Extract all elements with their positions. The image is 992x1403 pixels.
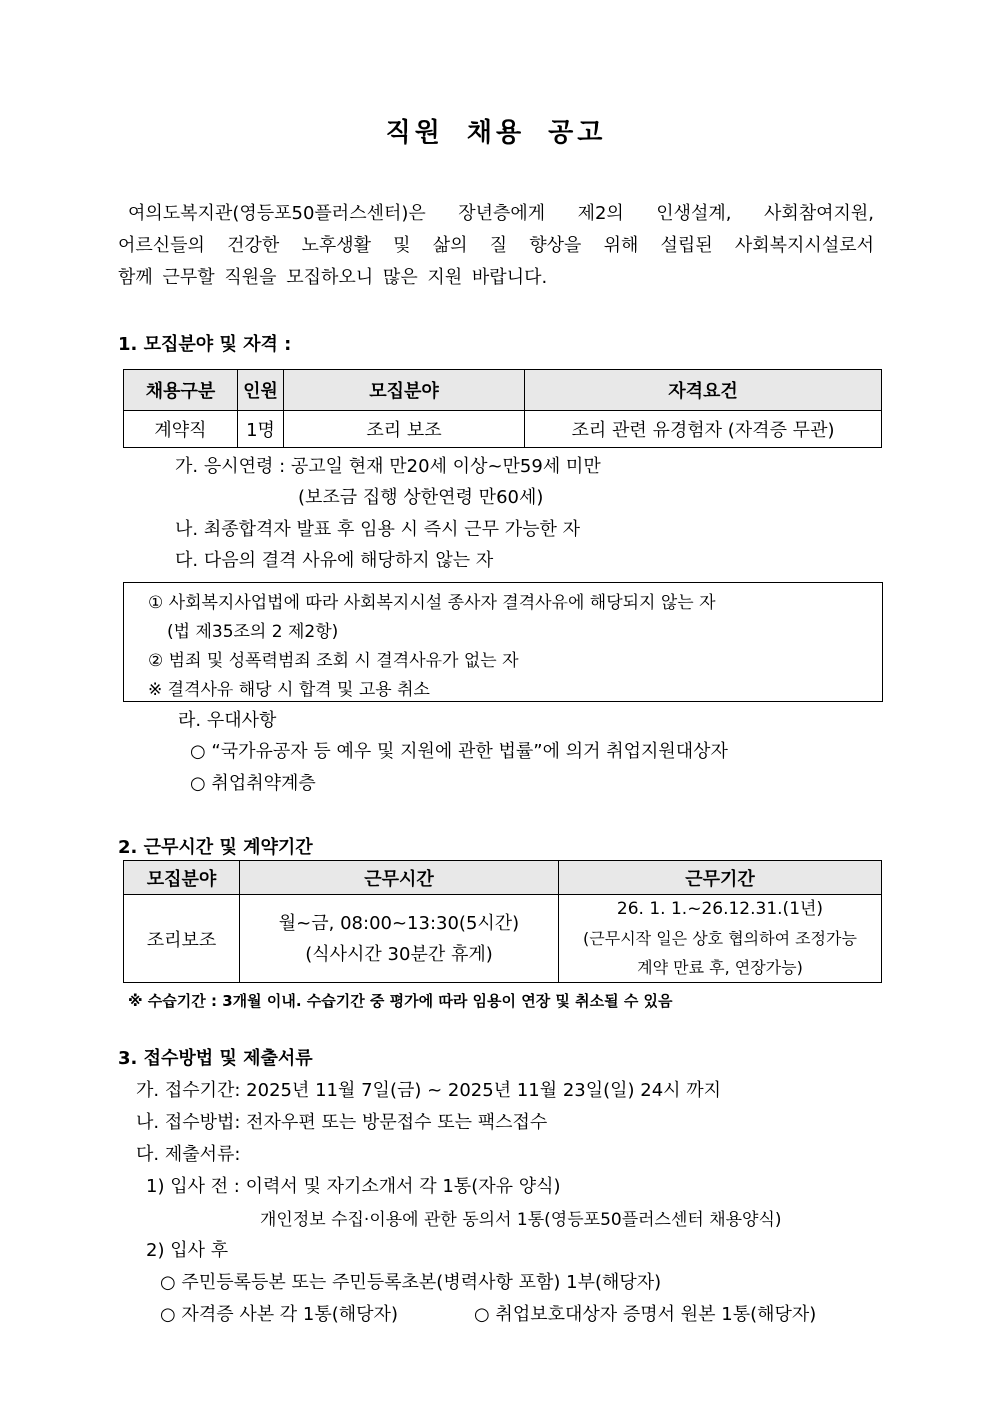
cell-type: 계약직 — [124, 411, 238, 448]
disqualification-heading: 다. 다음의 결격 사유에 해당하지 않는 자 — [175, 550, 494, 571]
availability-requirement: 나. 최종합격자 발표 후 임용 시 즉시 근무 가능한 자 — [175, 519, 580, 540]
cell-field: 조리보조 — [124, 895, 240, 983]
application-period: 가. 접수기간: 2025년 11월 7일(금) ~ 2025년 11월 23일(일) 24시 까지 — [136, 1080, 722, 1101]
recruitment-table — [123, 369, 882, 448]
hours-line-2: (식사시간 30분간 휴게) — [305, 943, 493, 965]
section3-heading: 3. 접수방법 및 제출서류 — [118, 1048, 313, 1069]
header-field: 모집분야 — [284, 370, 525, 411]
period-line-3: 계약 만료 후, 연장가능) — [637, 958, 803, 977]
cell-requirements: 조리 관련 유경험자 (자격증 무관) — [525, 411, 882, 448]
header-hours: 근무시간 — [240, 861, 559, 895]
age-requirement-note: (보조금 집행 상한연령 만60세) — [298, 487, 544, 508]
intro-line-1: 여의도복지관(영등포50플러스센터)은 장년층에게 제2의 인생설계, 사회참여지원, — [128, 203, 874, 224]
disqualification-1: ① 사회복지사업법에 따라 사회복지시설 종사자 결격사유에 해당되지 않는 자 — [148, 593, 716, 613]
preference-item-1: ○ “국가유공자 등 예우 및 지원에 관한 법률”에 의거 취업지원대상자 — [190, 741, 728, 762]
page-title: 직원 채용 공고 — [385, 118, 607, 148]
work-hours-table — [123, 860, 882, 983]
documents-after-item-3: ○ 취업보호대상자 증명서 원본 1통(해당자) — [474, 1304, 817, 1325]
preference-heading: 라. 우대사항 — [178, 710, 277, 731]
cell-field: 조리 보조 — [284, 411, 525, 448]
section1-heading: 1. 모집분야 및 자격 : — [118, 334, 292, 355]
documents-after-item-1: ○ 주민등록등본 또는 주민등록초본(병력사항 포함) 1부(해당자) — [160, 1272, 662, 1293]
disqualification-2: ② 범죄 및 성폭력범죄 조회 시 결격사유가 없는 자 — [148, 651, 519, 671]
probation-note: ※ 수습기간 : 3개월 이내. 수습기간 중 평가에 따라 임용이 연장 및 취소될 수 있음 — [128, 992, 673, 1010]
intro-paragraph — [118, 198, 874, 294]
header-count: 인원 — [238, 370, 284, 411]
disqualification-box — [123, 582, 883, 702]
cell-count: 1명 — [238, 411, 284, 448]
disqualification-1-ref: (법 제35조의 2 제2항) — [167, 622, 339, 642]
header-period: 근무기간 — [559, 861, 882, 895]
header-type: 채용구분 — [124, 370, 238, 411]
section2-heading: 2. 근무시간 및 계약기간 — [118, 837, 313, 858]
period-line-2: (근무시작 일은 상호 협의하여 조정가능 — [583, 929, 857, 948]
documents-heading: 다. 제출서류: — [136, 1144, 241, 1165]
application-method: 나. 접수방법: 전자우편 또는 방문접수 또는 팩스접수 — [136, 1112, 548, 1133]
preference-item-2: ○ 취업취약계층 — [190, 773, 316, 794]
header-field: 모집분야 — [124, 861, 240, 895]
header-requirements: 자격요건 — [525, 370, 882, 411]
period-line-1: 26. 1. 1.~26.12.31.(1년) — [616, 899, 824, 919]
cell-period — [559, 895, 882, 983]
disqualification-note: ※ 결격사유 해당 시 합격 및 고용 취소 — [148, 680, 430, 700]
documents-after-item-2: ○ 자격증 사본 각 1통(해당자) — [160, 1304, 398, 1325]
documents-before-hire-2: 개인정보 수집·이용에 관한 동의서 1통(영등포50플러스센터 채용양식) — [260, 1210, 782, 1230]
documents-after-hire-heading: 2) 입사 후 — [146, 1240, 229, 1261]
cell-hours — [240, 895, 559, 983]
age-requirement: 가. 응시연령 : 공고일 현재 만20세 이상~만59세 미만 — [175, 456, 601, 477]
hours-line-1: 월~금, 08:00~13:30(5시간) — [278, 912, 520, 934]
documents-before-hire: 1) 입사 전 : 이력서 및 자기소개서 각 1통(자유 양식) — [146, 1176, 561, 1197]
intro-line-2: 어르신들의 건강한 노후생활 및 삶의 질 향상을 위해 설립된 사회복지시설로서 — [118, 235, 874, 256]
intro-line-3: 함께 근무할 직원을 모집하오니 많은 지원 바랍니다. — [118, 267, 548, 288]
